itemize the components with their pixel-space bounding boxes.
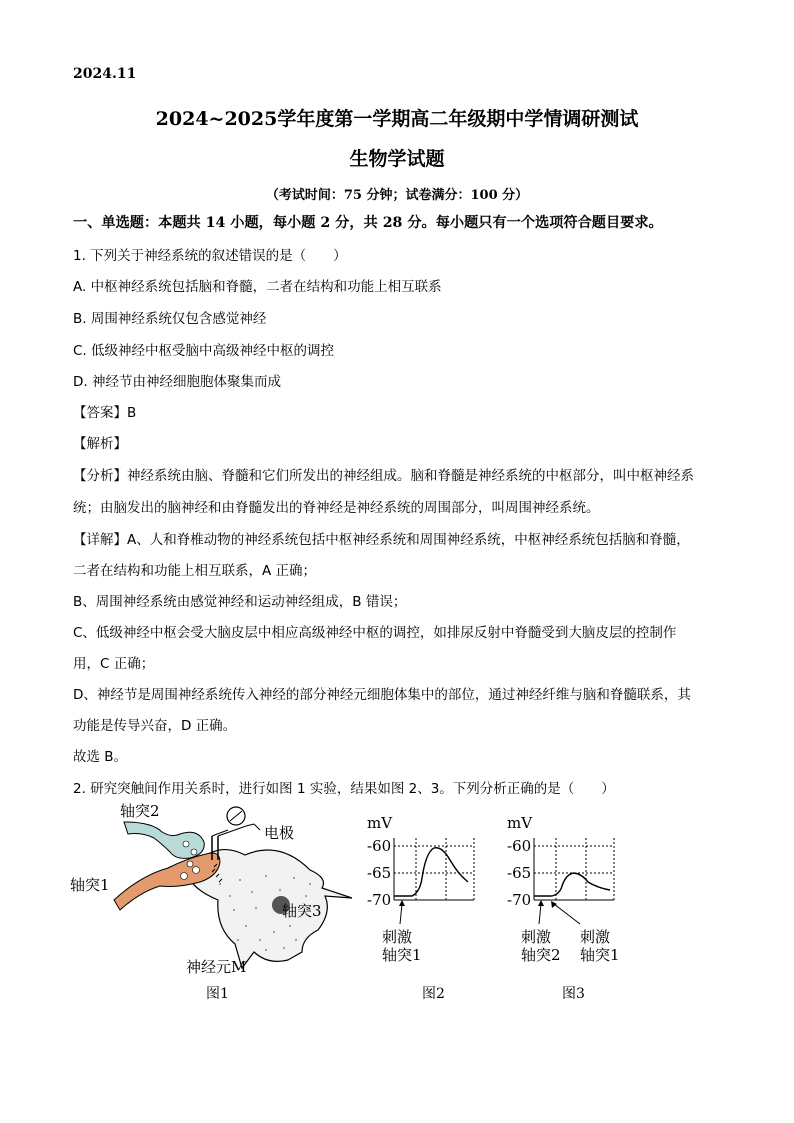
figure-2-stim-arrow [400, 904, 402, 924]
electrode-label: 电极 [264, 824, 295, 842]
option-d: D. 神经节由神经细胞胞体聚集而成 [73, 374, 281, 390]
analysis-line: 【分析】神经系统由脑、脊髓和它们所发出的神经组成。脑和脊髓是神经系统的中枢部分，叫中枢神经系 [73, 468, 694, 484]
figure-3-stim-label: 刺激 [580, 928, 611, 946]
section-heading: 一、单选题：本题共 14 小题，每小题 2 分，共 28 分。每小题只有一个选项符合题目要求。 [73, 215, 663, 231]
detail-line: D、神经节是周围神经系统传入神经的部分神经元细胞体集中的部位，通过神经纤维与脑和脊髓联系，其 [73, 687, 691, 703]
figure-2-tick: -60 [367, 837, 392, 855]
figure-3-stim-label: 刺激 [521, 928, 552, 946]
neuron-m-label: 神经元M [186, 958, 247, 976]
figure-3-stim-arrowhead-a [538, 900, 544, 906]
figure-3-curve [534, 873, 610, 896]
figure-2-stim-label: 刺激 [382, 928, 413, 946]
figure-1 [70, 802, 352, 1002]
figure-1-caption: 图1 [206, 986, 229, 1002]
subject-title: 生物学试题 [349, 148, 445, 170]
question-1-stem: 1. 下列关于神经系统的叙述错误的是（ ） [73, 248, 347, 264]
answer-label: 【答案】B [73, 405, 137, 421]
figure-2-stim-arrowhead [399, 900, 405, 906]
figure-3-stim-arrowhead-b [551, 901, 557, 908]
figure-2 [367, 814, 474, 1002]
figure-2-tick: -65 [367, 864, 392, 882]
figure-2-curve [394, 848, 468, 896]
analysis-line: 统；由脑发出的脑神经和由脊髓发出的脊神经是神经系统的周围部分，叫周围神经系统。 [73, 500, 600, 516]
figure-2-caption: 图2 [422, 986, 445, 1002]
option-a: A. 中枢神经系统包括脑和脊髓，二者在结构和功能上相互联系 [73, 279, 442, 295]
detail-line: 用，C 正确； [73, 656, 155, 672]
figure-3-stim-arrow-b [554, 904, 580, 924]
figure-3-caption: 图3 [562, 986, 585, 1002]
figure-3-tick: -70 [507, 891, 532, 909]
figure-3-unit: mV [507, 814, 533, 832]
option-c: C. 低级神经中枢受脑中高级神经中枢的调控 [73, 343, 335, 359]
option-b: B. 周围神经系统仅包含感觉神经 [73, 311, 267, 327]
detail-line: 故选 B。 [73, 749, 128, 765]
detail-line: 【详解】A、人和脊椎动物的神经系统包括中枢神经系统和周围神经系统，中枢神经系统包括脑和脊髓， [73, 532, 690, 548]
detail-line: C、低级神经中枢会受大脑皮层中相应高级神经中枢的调控，如排尿反射中脊髓受到大脑皮层的控制作 [73, 625, 677, 641]
figure-2-tick: -70 [367, 891, 392, 909]
question-2-figure [70, 800, 630, 1010]
exam-info: （考试时间：75 分钟；试卷满分：100 分） [265, 188, 529, 203]
figure-3-tick: -65 [507, 864, 532, 882]
detail-line: 二者在结构和功能上相互联系，A 正确； [73, 563, 317, 579]
axon-2-label: 轴突2 [120, 802, 160, 820]
figure-3-stim-label: 轴突1 [580, 946, 620, 964]
exam-date: 2024.11 [73, 66, 137, 82]
figure-2-unit: mV [367, 814, 393, 832]
axon-3-label: 轴突3 [282, 902, 322, 920]
axon-1-label: 轴突1 [70, 876, 110, 894]
figure-3-tick: -60 [507, 837, 532, 855]
analysis-label: 【解析】 [73, 436, 127, 452]
figure-3-stim-arrow-a [539, 904, 541, 924]
detail-line: B、周围神经系统由感觉神经和运动神经组成，B 错误； [73, 594, 407, 610]
figure-2-stim-label: 轴突1 [382, 946, 422, 964]
figure-3-stim-label: 轴突2 [521, 946, 561, 964]
detail-line: 功能是传导兴奋，D 正确。 [73, 718, 237, 734]
figure-3 [507, 814, 620, 1002]
question-2-stem: 2. 研究突触间作用关系时，进行如图 1 实验，结果如图 2、3。下列分析正确的是（ ） [73, 781, 615, 797]
exam-title: 2024~2025学年度第一学期高二年级期中学情调研测试 [155, 108, 639, 130]
